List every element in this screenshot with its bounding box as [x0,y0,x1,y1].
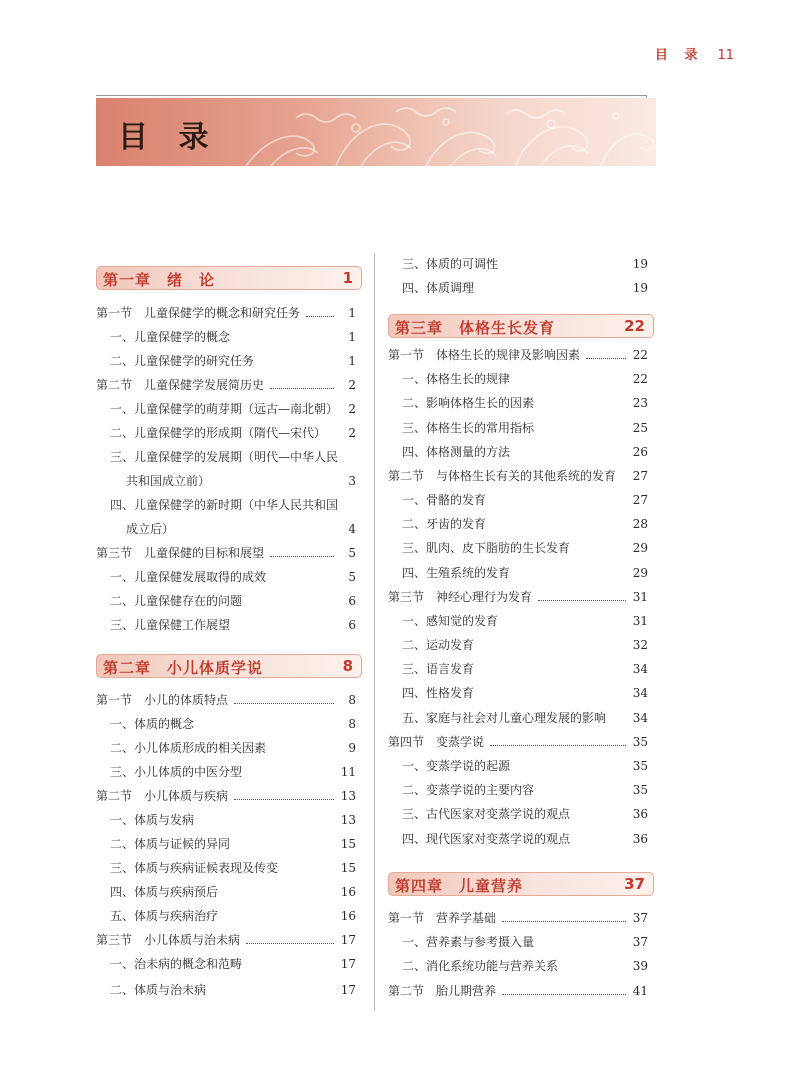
chapter-page-number: 37 [624,875,645,893]
leader-dots [246,943,334,944]
entry-page-number: 29 [632,541,648,555]
entry-label: 三、体格生长的常用指标 [402,421,535,435]
entry-label: 四、现代医家对变蒸学说的观点 [402,832,571,846]
toc-subsection-entry[interactable] [388,756,654,776]
entry-page-number: 2 [348,426,356,440]
entry-page-number: 8 [348,693,356,707]
entry-label: 第一节 营养学基础 [388,911,497,925]
entry-label: 二、牙齿的发育 [402,517,487,531]
entry-page-number: 27 [632,493,648,507]
leader-dots [586,358,626,359]
entry-page-number: 15 [340,837,356,851]
entry-label: 二、体质与治未病 [110,983,207,997]
entry-page-number: 11 [340,765,356,779]
entry-page-number: 5 [348,546,356,560]
entry-page-number: 13 [340,813,356,827]
leader-dots [502,994,626,995]
toc-subsection-entry[interactable] [388,278,654,298]
entry-label: 第二节 胎儿期营养 [388,984,497,998]
entry-page-number: 3 [348,474,356,488]
entry-label: 共和国成立前） [126,474,211,488]
entry-page-number: 35 [632,759,648,773]
entry-label: 成立后） [126,522,175,536]
entry-label: 一、变蒸学说的起源 [402,759,511,773]
toc-section-entry[interactable] [388,981,654,1001]
entry-label: 第二节 儿童保健学发展简历史 [96,378,265,392]
chapter-title: 第三章 体格生长发育 [395,319,556,337]
entry-label: 一、骨骼的发育 [402,493,487,507]
chapter-title: 第二章 小儿体质学说 [103,659,264,677]
toc-subsection-entry[interactable] [388,683,654,703]
entry-label: 三、儿童保健学的发展期（明代—中华人民 [110,450,339,464]
entry-label: 第一节 体格生长的规律及影响因素 [388,348,581,362]
toc-section-entry[interactable] [388,908,654,928]
entry-page-number: 13 [340,789,356,803]
entry-page-number: 1 [348,354,356,368]
toc-subsection-entry[interactable] [388,254,654,274]
toc-subsection-entry[interactable] [388,611,654,631]
chapter-title: 第四章 儿童营养 [395,877,524,895]
leader-dots [538,600,626,601]
entry-page-number: 28 [632,517,648,531]
entry-label: 三、儿童保健工作展望 [110,618,231,632]
toc-subsection-entry[interactable] [96,519,362,539]
entry-label: 一、体格生长的规律 [402,372,511,386]
toc-subsection-entry[interactable] [96,810,362,830]
chapter-heading[interactable] [388,314,654,338]
toc-subsection-entry[interactable] [388,393,654,413]
running-header [655,44,734,63]
leader-dots [234,703,334,704]
toc-subsection-entry[interactable] [96,834,362,854]
entry-page-number: 31 [632,590,648,604]
entry-label: 二、小儿体质形成的相关因素 [110,741,267,755]
entry-label: 三、肌肉、皮下脂肪的生长发育 [402,541,571,555]
entry-page-number: 16 [340,885,356,899]
chapter-page-number: 1 [342,269,353,287]
entry-page-number: 17 [340,933,356,947]
entry-page-number: 4 [348,522,356,536]
toc-subsection-entry[interactable] [96,954,362,974]
entry-label: 三、体质与疾病证候表现及传变 [110,861,279,875]
entry-page-number: 39 [632,959,648,973]
entry-label: 三、语言发育 [402,662,475,676]
toc-subsection-entry[interactable] [388,780,654,800]
entry-label: 一、营养素与参考摄入量 [402,935,535,949]
entry-label: 二、儿童保健学的形成期（隋代—宋代） [110,426,327,440]
entry-page-number: 9 [348,741,356,755]
entry-page-number: 17 [340,957,356,971]
entry-label: 三、小儿体质的中医分型 [110,765,243,779]
entry-label: 第三节 神经心理行为发育 [388,590,533,604]
entry-label: 四、儿童保健学的新时期（中华人民共和国 [110,498,339,512]
title-banner [96,98,656,166]
toc-subsection-entry[interactable] [388,563,654,583]
entry-label: 一、体质的概念 [110,717,195,731]
toc-subsection-entry[interactable] [96,714,362,734]
entry-page-number: 22 [632,372,648,386]
entry-page-number: 37 [632,911,648,925]
toc-subsection-entry[interactable] [388,956,654,976]
entry-label: 二、影响体格生长的因素 [402,396,535,410]
entry-page-number: 6 [348,618,356,632]
entry-page-number: 27 [632,469,648,483]
toc-subsection-entry[interactable] [96,351,362,371]
entry-label: 二、体质与证候的异同 [110,837,231,851]
toc-section-entry[interactable] [96,690,362,710]
entry-page-number: 31 [632,614,648,628]
toc-subsection-entry[interactable] [96,980,362,1000]
toc-subsection-entry[interactable] [96,762,362,782]
entry-page-number: 5 [348,570,356,584]
entry-label: 第二节 与体格生长有关的其他系统的发育 [388,469,617,483]
chapter-heading[interactable] [388,872,654,896]
entry-page-number: 2 [348,378,356,392]
toc-subsection-entry[interactable] [388,708,654,728]
column-divider [374,253,375,1011]
entry-page-number: 8 [348,717,356,731]
entry-label: 第一节 儿童保健学的概念和研究任务 [96,306,301,320]
toc-subsection-entry[interactable] [96,591,362,611]
toc-section-entry[interactable] [96,375,362,395]
chapter-heading[interactable] [96,654,362,678]
chapter-page-number: 8 [342,657,353,675]
toc-subsection-entry[interactable] [96,858,362,878]
entry-label: 五、家庭与社会对儿童心理发展的影响 [402,711,607,725]
entry-label: 一、感知觉的发育 [402,614,499,628]
toc-section-entry[interactable] [388,466,654,486]
entry-label: 四、体格测量的方法 [402,445,511,459]
leader-dots [306,316,334,317]
page-number: 11 [717,48,734,63]
toc-subsection-entry[interactable] [388,538,654,558]
toc-subsection-entry[interactable] [96,399,362,419]
entry-page-number: 2 [348,402,356,416]
entry-page-number: 23 [632,396,648,410]
toc-subsection-entry[interactable] [388,804,654,824]
entry-page-number: 17 [340,983,356,997]
entry-label: 三、古代医家对变蒸学说的观点 [402,807,571,821]
entry-page-number: 35 [632,735,648,749]
toc-subsection-entry[interactable] [96,471,362,491]
entry-page-number: 34 [632,686,648,700]
toc-subsection-entry[interactable] [388,490,654,510]
entry-label: 一、治未病的概念和范畴 [110,957,243,971]
entry-label: 二、变蒸学说的主要内容 [402,783,535,797]
entry-page-number: 29 [632,566,648,580]
entry-label: 四、体质调理 [402,281,475,295]
toc-section-entry[interactable] [388,732,654,752]
entry-page-number: 1 [348,330,356,344]
leader-dots [234,799,334,800]
page-title: 目 录 [118,120,219,155]
entry-page-number: 37 [632,935,648,949]
toc-subsection-entry[interactable] [96,327,362,347]
chapter-title: 第一章 绪 论 [103,271,216,289]
leader-dots [490,745,626,746]
toc-subsection-entry[interactable] [96,423,362,443]
entry-label: 第二节 小儿体质与疾病 [96,789,229,803]
toc-section-entry[interactable] [388,587,654,607]
entry-page-number: 34 [632,711,648,725]
entry-label: 二、运动发育 [402,638,475,652]
toc-subsection-entry[interactable] [96,882,362,902]
entry-label: 一、儿童保健发展取得的成效 [110,570,267,584]
entry-label: 五、体质与疾病治疗 [110,909,219,923]
entry-page-number: 22 [632,348,648,362]
entry-page-number: 34 [632,662,648,676]
toc-subsection-entry[interactable] [96,495,362,515]
entry-page-number: 1 [348,306,356,320]
entry-label: 三、体质的可调性 [402,257,499,271]
entry-page-number: 26 [632,445,648,459]
entry-page-number: 19 [632,257,648,271]
entry-page-number: 35 [632,783,648,797]
leader-dots [270,556,334,557]
leader-dots [270,388,334,389]
entry-page-number: 16 [340,909,356,923]
toc-section-entry[interactable] [96,303,362,323]
chapter-heading[interactable] [96,266,362,290]
entry-page-number: 19 [632,281,648,295]
entry-label: 二、消化系统功能与营养关系 [402,959,559,973]
entry-label: 一、儿童保健学的概念 [110,330,231,344]
toc-subsection-entry[interactable] [388,659,654,679]
toc-subsection-entry[interactable] [388,932,654,952]
entry-label: 一、儿童保健学的萌芽期（远古—南北朝） [110,402,339,416]
entry-label: 第一节 小儿的体质特点 [96,693,229,707]
toc-subsection-entry[interactable] [96,447,362,467]
entry-page-number: 15 [340,861,356,875]
toc-subsection-entry[interactable] [96,615,362,635]
toc-section-entry[interactable] [96,543,362,563]
toc-section-entry[interactable] [96,786,362,806]
toc-subsection-entry[interactable] [388,369,654,389]
toc-subsection-entry[interactable] [96,906,362,926]
entry-page-number: 41 [632,984,648,998]
entry-page-number: 6 [348,594,356,608]
entry-label: 二、儿童保健存在的问题 [110,594,243,608]
toc-subsection-entry[interactable] [388,442,654,462]
entry-label: 一、体质与发病 [110,813,195,827]
running-title: 目 录 [654,48,704,63]
toc-subsection-entry[interactable] [388,635,654,655]
leader-dots [502,921,626,922]
toc-subsection-entry[interactable] [388,829,654,849]
toc-subsection-entry[interactable] [388,514,654,534]
entry-label: 第三节 儿童保健的目标和展望 [96,546,265,560]
entry-label: 四、性格发育 [402,686,475,700]
toc-section-entry[interactable] [96,930,362,950]
entry-page-number: 36 [632,807,648,821]
entry-page-number: 36 [632,832,648,846]
entry-page-number: 32 [632,638,648,652]
chapter-page-number: 22 [624,317,645,335]
entry-label: 二、儿童保健学的研究任务 [110,354,255,368]
toc-section-entry[interactable] [388,345,654,365]
entry-label: 第三节 小儿体质与治未病 [96,933,241,947]
entry-label: 四、生殖系统的发育 [402,566,511,580]
entry-label: 第四节 变蒸学说 [388,735,485,749]
entry-label: 四、体质与疾病预后 [110,885,219,899]
banner-top-rule [96,95,647,96]
toc-subsection-entry[interactable] [388,418,654,438]
entry-page-number: 25 [632,421,648,435]
toc-subsection-entry[interactable] [96,567,362,587]
toc-subsection-entry[interactable] [96,738,362,758]
